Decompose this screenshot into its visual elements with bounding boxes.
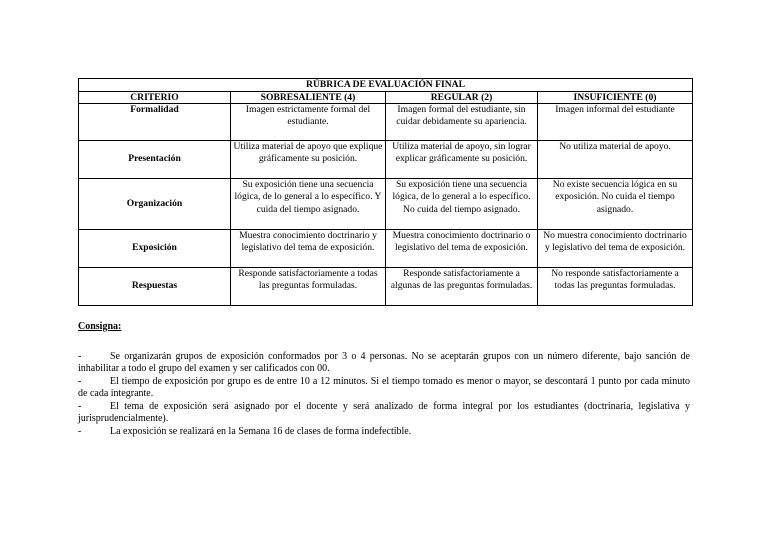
list-item <box>78 426 690 439</box>
bullet-dash: - <box>78 400 82 412</box>
list-item <box>78 351 690 376</box>
insuficiente-cell: Imagen informal del estudiante <box>538 104 693 141</box>
table-row <box>79 179 693 230</box>
sobresaliente-cell: Muestra conocimiento doctrinario y legislativo del tema de exposición. <box>231 230 386 268</box>
list-item <box>78 376 690 401</box>
sobresaliente-cell: Su exposición tiene una secuencia lógica, de lo general a lo específico. Y cuida del tiempo asignado. <box>231 179 386 230</box>
insuficiente-cell: No existe secuencia lógica en su exposición. No cuida el tiempo asignado. <box>538 179 693 230</box>
sobresaliente-cell: Responde satisfactoriamente a todas las preguntas formuladas. <box>231 268 386 306</box>
header-regular: REGULAR (2) <box>386 92 538 104</box>
table-row <box>79 230 693 268</box>
header-sobresaliente: SOBRESALIENTE (4) <box>231 92 386 104</box>
insuficiente-cell: No responde satisfactoriamente a todas las preguntas formuladas. <box>538 268 693 306</box>
insuficiente-cell: No utiliza material de apoyo. <box>538 141 693 179</box>
regular-cell: Utiliza material de apoyo, sin lograr explicar gráficamente su posición. <box>386 141 538 179</box>
regular-cell: Responde satisfactoriamente a algunas de las preguntas formuladas. <box>386 268 538 306</box>
regular-cell: Su exposición tiene una secuencia lógica, de lo general a lo específico. No cuida del tiempo asignado. <box>386 179 538 230</box>
sobresaliente-cell: Utiliza material de apoyo que explique gráficamente su posición. <box>231 141 386 179</box>
rubric-title: RÚBRICA DE EVALUACIÓN FINAL <box>79 79 693 92</box>
consigna-section <box>78 321 690 438</box>
list-item-text: Se organizarán grupos de exposición conformados por 3 o 4 personas. No se aceptarán grupos con un número diferente, bajo sanción de inhabilitar a todo el grupo del examen y ser calificados con 00. <box>78 350 690 374</box>
list-item-text: La exposición se realizará en la Semana 16 de clases de forma indefectible. <box>110 425 412 437</box>
criterio-cell: Exposición <box>79 230 231 268</box>
list-item-text: El tiempo de exposición por grupo es de entre 10 a 12 minutos. Si el tiempo tomado es menor o mayor, se descontará 1 punto por cada minuto de cada integrante. <box>78 375 690 399</box>
table-row <box>79 268 693 306</box>
rubric-table <box>78 78 693 306</box>
bullet-dash: - <box>78 425 82 437</box>
criterio-cell: Respuestas <box>79 268 231 306</box>
header-insuficiente: INSUFICIENTE (0) <box>538 92 693 104</box>
header-criterio: CRITERIO <box>79 92 231 104</box>
consigna-title: Consigna: <box>78 321 122 332</box>
insuficiente-cell: No muestra conocimiento doctrinario y legislativo del tema de exposición. <box>538 230 693 268</box>
criterio-cell: Presentación <box>79 141 231 179</box>
list-item <box>78 401 690 426</box>
regular-cell: Imagen formal del estudiante, sin cuidar debidamente su apariencia. <box>386 104 538 141</box>
table-row <box>79 104 693 141</box>
regular-cell: Muestra conocimiento doctrinario o legislativo del tema de exposición. <box>386 230 538 268</box>
bullet-dash: - <box>78 350 82 362</box>
bullet-dash: - <box>78 375 82 387</box>
table-header-row <box>79 92 693 104</box>
criterio-cell: Formalidad <box>79 104 231 141</box>
criterio-cell: Organización <box>79 179 231 230</box>
table-row <box>79 141 693 179</box>
list-item-text: El tema de exposición será asignado por el docente y será analizado de forma integral por los estudiantes (doctrinaria, legislativa y jurisprudencialmente). <box>78 400 690 424</box>
sobresaliente-cell: Imagen estrictamente formal del estudiante. <box>231 104 386 141</box>
